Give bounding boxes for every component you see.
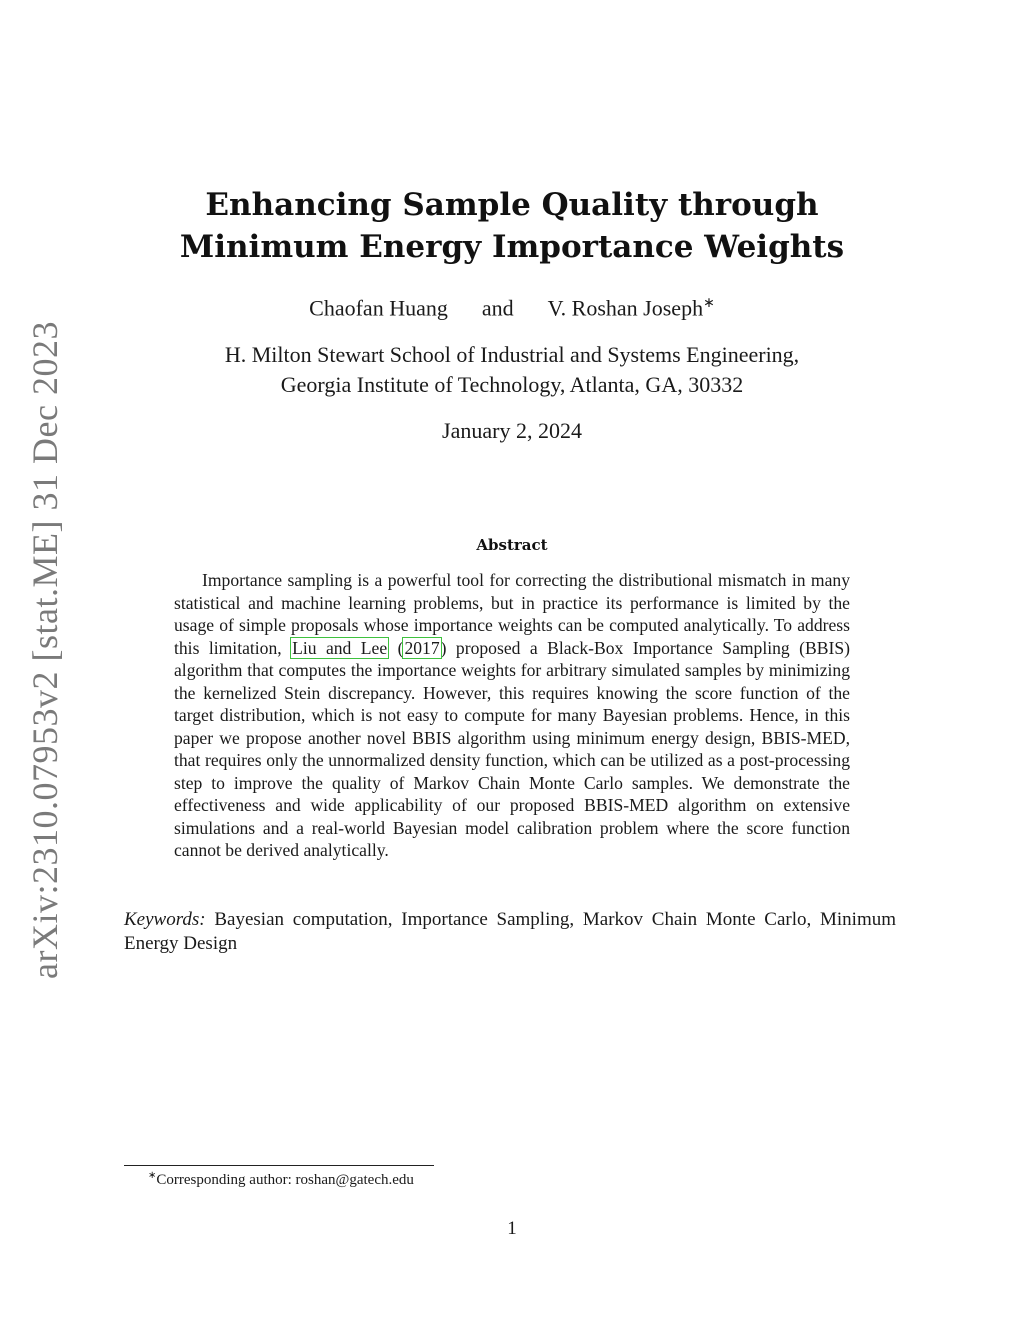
affiliation-line-2: Georgia Institute of Technology, Atlanta, GA, 30332 [280,372,744,397]
author-2: V. Roshan Joseph [547,295,704,321]
title-line-2: Minimum Energy Importance Weights [179,229,845,265]
paper-date: January 2, 2024 [442,418,582,443]
paper-title [0,184,1024,268]
abstract-heading: Abstract [476,536,548,554]
keywords [124,908,896,956]
abstract-body [174,569,850,862]
title-line-1: Enhancing Sample Quality through [205,187,819,223]
footnote-mark: ∗ [148,1170,157,1181]
affiliation [0,340,1024,400]
author-list [0,295,1024,321]
footnote-text: Corresponding author: roshan@gatech.edu [156,1172,414,1188]
citation-link-year[interactable]: 2017 [404,637,440,658]
footnote-divider [124,1165,434,1166]
affiliation-line-1: H. Milton Stewart School of Industrial and Systems Engineering, [224,342,800,367]
author-1: Chaofan Huang [309,295,448,321]
keywords-label: Keywords: [124,909,206,930]
arxiv-stamp-text: arXiv:2310.07953v2 [stat.ME] 31 Dec 2023 [25,321,65,979]
citation-open-paren: ( [388,637,404,658]
abstract-text-part-1: Importance sampling is a powerful tool for correcting the distributional mismatch in many statistical and machine learning problems, but in practice its performance is limited by the usage of simple proposals whose importance weights can be computed analytically. To address this limitation, [174,570,850,658]
keywords-list: Bayesian computation, Importance Sampling, Markov Chain Monte Carlo, Minimum Energy Design [124,909,896,954]
author-conjunction: and [481,295,514,321]
citation-close-paren: ) [440,637,447,658]
page-number: 1 [507,1218,517,1239]
corresponding-author-mark[interactable]: ∗ [703,296,715,311]
footnote [148,1170,414,1189]
abstract-text-part-2: proposed a Black-Box Importance Sampling (BBIS) algorithm that computes the importance weights for arbitrary simulated samples by minimizing the kernelized Stein discrepancy. However, this requires knowing the score function of the target distribution, which is not easy to compute for many Bayesian problems. Hence, in this paper we propose another novel BBIS algorithm using minimum energy design, BBIS-MED, that requires only the unnormalized density function, which can be utilized as a post-processing step to improve the quality of Markov Chain Monte Carlo samples. We demonstrate the effectiveness and wide applicability of our proposed BBIS-MED algorithm on extensive simulations and a real-world Bayesian model calibration problem where the score function cannot be derived analytically. [174,637,850,860]
citation-link-authors[interactable]: Liu and Lee [292,637,388,658]
